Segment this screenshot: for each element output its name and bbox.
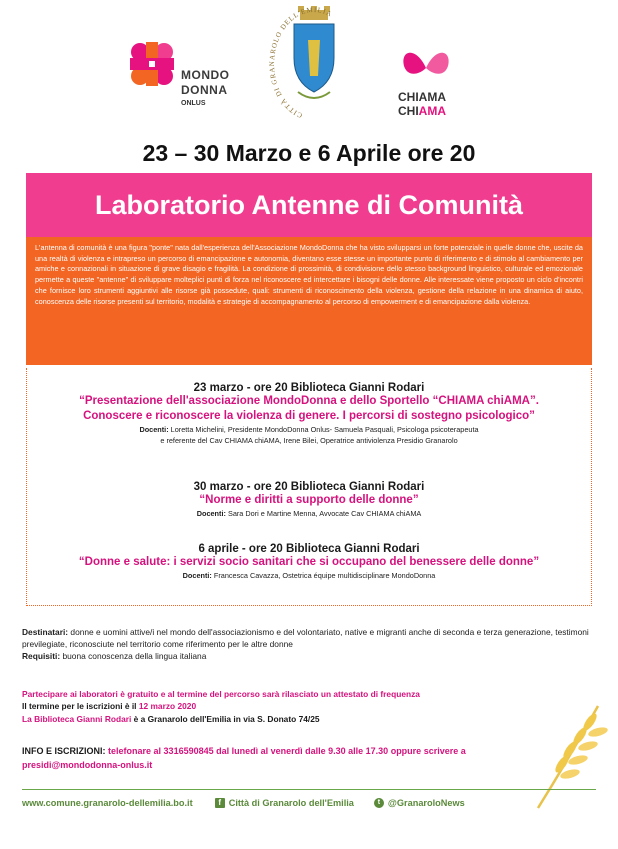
city-ring-text: CITTÀ DI GRANAROLO DELL'EMILIA: [268, 6, 334, 120]
library-name: La Biblioteca Gianni Rodari: [22, 713, 132, 724]
twitter-icon: t: [374, 798, 384, 808]
chiama-logo-line2: [398, 104, 446, 118]
footer-website-link[interactable]: www.comune.granarolo-dellemilia.bo.it: [22, 798, 193, 808]
city-crest-icon: [268, 6, 360, 124]
event-1: [27, 382, 591, 446]
event-3-title: “Donne e salute: i servizi socio sanitari che si occupano del benessere delle donne”: [78, 556, 540, 568]
intro-text: L'antenna di comunità è una figura "ponte" nata dall'esperienza dell'Associazione MondoDonna che ha visto svilupparsi un forte potenziale in quelle donne che, uscite da una realtà di violenza e intrapreso un percorso di emancipazione e autonomia, diventano esse stesse un importante punto di riferimento e di stimolo al cambiamento per amiche e connazionali in situazione di grave disagio e fragilità. La condizione di prossimità, di condivisione dello stesso background linguistico, culturale ed emozionale permette a queste "antenne" di sviluppare molteplici punti di forza nel riconoscere ed intercettare i bisogni delle donne. Alle interessate viene proposto un ciclo d'incontri che fornisce loro strumenti aggiuntivi alle risorse già possedute, quali: strumenti di riconoscimento della violenza, gestione della relazione in una dinamica di aiuto, conoscenza delle risorse presenti sul territorio, modalità e strategie di accompagnamento al percorso di empowerment e di emancipazione dalla violenza.: [26, 237, 592, 365]
wheat-icon: [528, 700, 608, 810]
event-3-docenti-label: Docenti:: [182, 571, 212, 580]
event-3-docenti-text: Francesca Cavazza, Ostetrica équipe multidisciplinare MondoDonna: [213, 571, 436, 580]
chiama-logo-line2-b: AMA: [418, 104, 446, 118]
butterfly-icon: [398, 44, 454, 88]
page-title: Laboratorio Antenne di Comunità: [95, 189, 523, 220]
destinatari-label: Destinatari:: [22, 627, 69, 637]
mondodonna-logo-line2: DONNA: [181, 83, 228, 97]
library-address: è a Granarolo dell'Emilia in via S. Donato 74/25: [131, 713, 320, 724]
event-3-docenti: [27, 570, 591, 581]
footer-twitter-link[interactable]: @GranaroloNews: [387, 798, 465, 808]
event-3: [27, 543, 591, 581]
mondodonna-logo-line3: ONLUS: [181, 100, 206, 107]
chiama-chiama-logo: [398, 44, 508, 116]
event-1-title-line1: “Presentazione dell'associazione MondoDonna e dello Sportello “CHIAMA chiAMA”.: [79, 395, 539, 407]
contacts-text: telefonare al 3316590845 dal lunedì al venerdì dalle 9.30 alle 17.30 oppure scrivere a presidi@mondodonna-onlus.it: [22, 746, 466, 770]
event-1-title-line2: Conoscere e riconoscere la violenza di genere. I percorsi di sostegno psicologico”: [83, 410, 535, 422]
event-dates-heading: 23 – 30 Marzo e 6 Aprile ore 20: [142, 140, 476, 166]
mondodonna-logo: [126, 38, 246, 108]
event-1-docenti-line2: e referente del Cav CHIAMA chiAMA, Irene Bilei, Operatrice antiviolenza Presidio Granarolo: [160, 436, 458, 445]
deadline-date: 12 marzo 2020: [138, 701, 197, 712]
audience-info: [22, 626, 594, 662]
footer-facebook-link[interactable]: Città di Granarolo dell'Emilia: [228, 798, 354, 808]
title-band: [26, 173, 592, 237]
participation-line3: [22, 713, 522, 725]
requisiti-label: Requisiti:: [22, 651, 61, 661]
event-2: [27, 481, 591, 519]
participation-info: [22, 688, 522, 725]
contacts-label: INFO E ISCRIZIONI:: [22, 746, 106, 756]
event-2-docenti: [27, 508, 591, 519]
requisiti: [22, 650, 594, 662]
destinatari-text: donne e uomini attive/i nel mondo dell'associazionismo e del volontariato, native e migranti anche di seconda e terza generazione, testimoni previlegiate, riconosciute nel territorio come riferimento per le altre donne: [22, 627, 589, 649]
destinatari: [22, 626, 594, 650]
deadline-label: Il termine per le iscrizioni è il: [22, 701, 139, 712]
event-3-head: 6 aprile - ore 20 Biblioteca Gianni Rodari: [198, 543, 420, 555]
event-1-head: 23 marzo - ore 20 Biblioteca Gianni Rodari: [193, 382, 425, 394]
mondodonna-logo-line1: MONDO: [181, 68, 230, 82]
footer: [22, 795, 596, 811]
events-box: [26, 368, 592, 606]
event-2-docenti-label: Docenti:: [196, 509, 226, 518]
chiama-logo-line1: CHIAMA: [398, 90, 446, 104]
event-1-docenti-text1: Loretta Michelini, Presidente MondoDonna Onlus- Samuela Pasquali, Psicologa psicoterapeuta: [170, 425, 479, 434]
contacts: [22, 744, 562, 772]
logo-bar: [0, 0, 618, 130]
participation-line1: Partecipare ai laboratori è gratuito e al termine del percorso sarà rilasciato un attestato di frequenza: [22, 689, 420, 699]
event-2-title: “Norme e diritti a supporto delle donne”: [199, 494, 419, 506]
participation-line2: [22, 700, 522, 712]
footer-divider: [22, 789, 596, 790]
event-1-docenti-label: Docenti:: [139, 425, 169, 434]
event-2-head: 30 marzo - ore 20 Biblioteca Gianni Rodari: [193, 481, 425, 493]
facebook-icon: f: [215, 798, 225, 808]
requisiti-text: buona conoscenza della lingua italiana: [62, 651, 207, 661]
chiama-logo-line2-a: CHI: [398, 104, 419, 118]
mondodonna-mark-icon: [126, 38, 178, 90]
event-2-docenti-text: Sara Dori e Martine Menna, Avvocate Cav CHIAMA chiAMA: [227, 509, 422, 518]
event-1-docenti-line1: [27, 424, 591, 435]
